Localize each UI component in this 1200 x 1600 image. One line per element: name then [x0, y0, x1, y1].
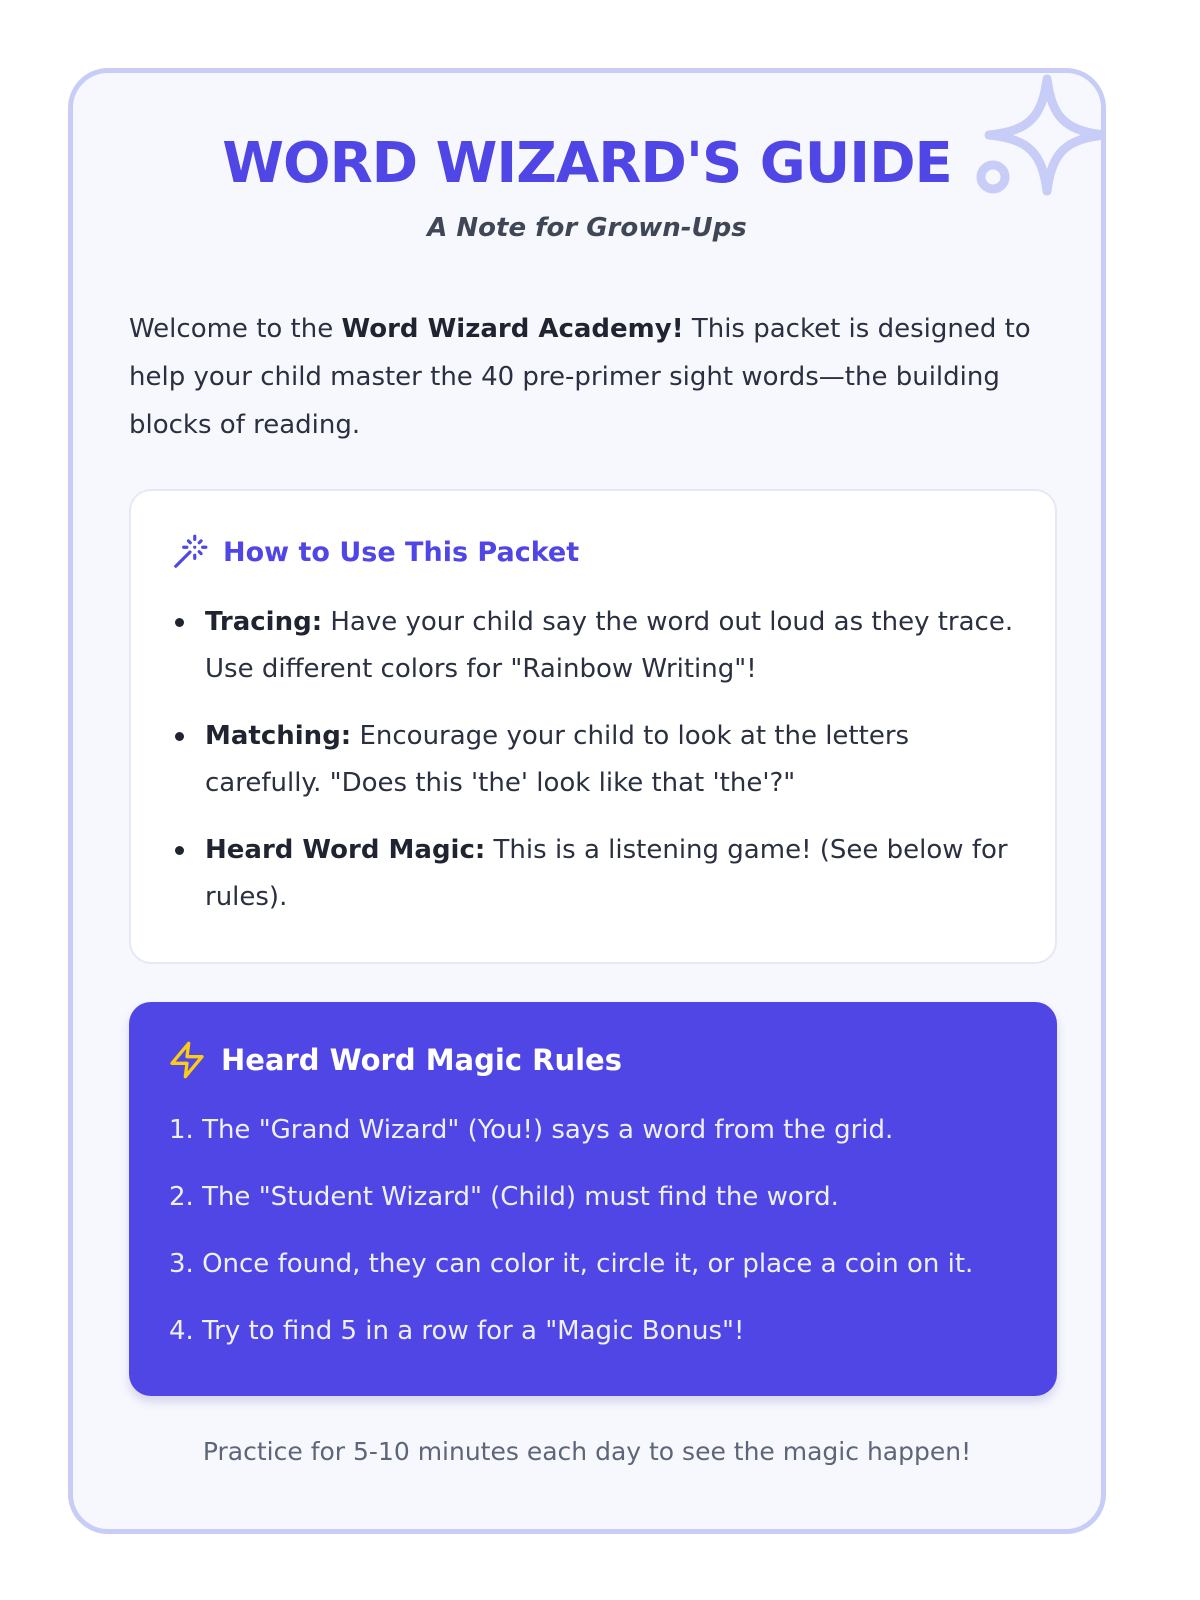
rules-title: Heard Word Magic Rules [221, 1043, 622, 1077]
list-item-label: Heard Word Magic: [205, 835, 486, 865]
intro-prefix: Welcome to the [129, 314, 342, 344]
list-item [171, 599, 1015, 693]
guide-card [68, 68, 1106, 1534]
footer-note: Practice for 5-10 minutes each day to see the magic happen! [202, 1437, 972, 1466]
how-to-list [171, 599, 1015, 941]
rule-item: 2. The "Student Wizard" (Child) must find the word. [169, 1182, 839, 1212]
list-item-label: Tracing: [205, 607, 323, 637]
list-item [171, 713, 1015, 807]
intro-paragraph [129, 305, 1037, 449]
list-item-text: Encourage your child to look at the letters carefully. "Does this 'the' look like that 'the'?" [205, 721, 910, 798]
magic-wand-icon [171, 533, 209, 571]
list-item-text: Have your child say the word out loud as they trace. Use different colors for "Rainbow Writing"! [205, 607, 1014, 684]
how-to-use-panel [129, 489, 1057, 964]
intro-suffix: This packet is designed to help your child master the 40 pre-primer sight words—the building blocks of reading. [129, 314, 1031, 440]
rule-item: 1. The "Grand Wizard" (You!) says a word from the grid. [169, 1115, 894, 1145]
intro-academy-name: Word Wizard Academy! [341, 314, 684, 344]
page-subtitle: A Note for Grown-Ups [427, 213, 747, 243]
page-title: WORD WIZARD'S GUIDE [222, 131, 952, 196]
rules-list [169, 1110, 1027, 1378]
rules-header [167, 1040, 622, 1080]
rules-panel [129, 1002, 1057, 1396]
how-to-title: How to Use This Packet [223, 536, 580, 568]
how-to-header [171, 533, 579, 571]
list-item-text: This is a listening game! (See below for rules). [205, 835, 1008, 912]
rule-item: 4. Try to find 5 in a row for a "Magic Bonus"! [169, 1316, 745, 1346]
lightning-icon [167, 1040, 207, 1080]
list-item [171, 827, 1015, 921]
list-item-label: Matching: [205, 721, 352, 751]
rule-item: 3. Once found, they can color it, circle it, or place a coin on it. [169, 1249, 974, 1279]
